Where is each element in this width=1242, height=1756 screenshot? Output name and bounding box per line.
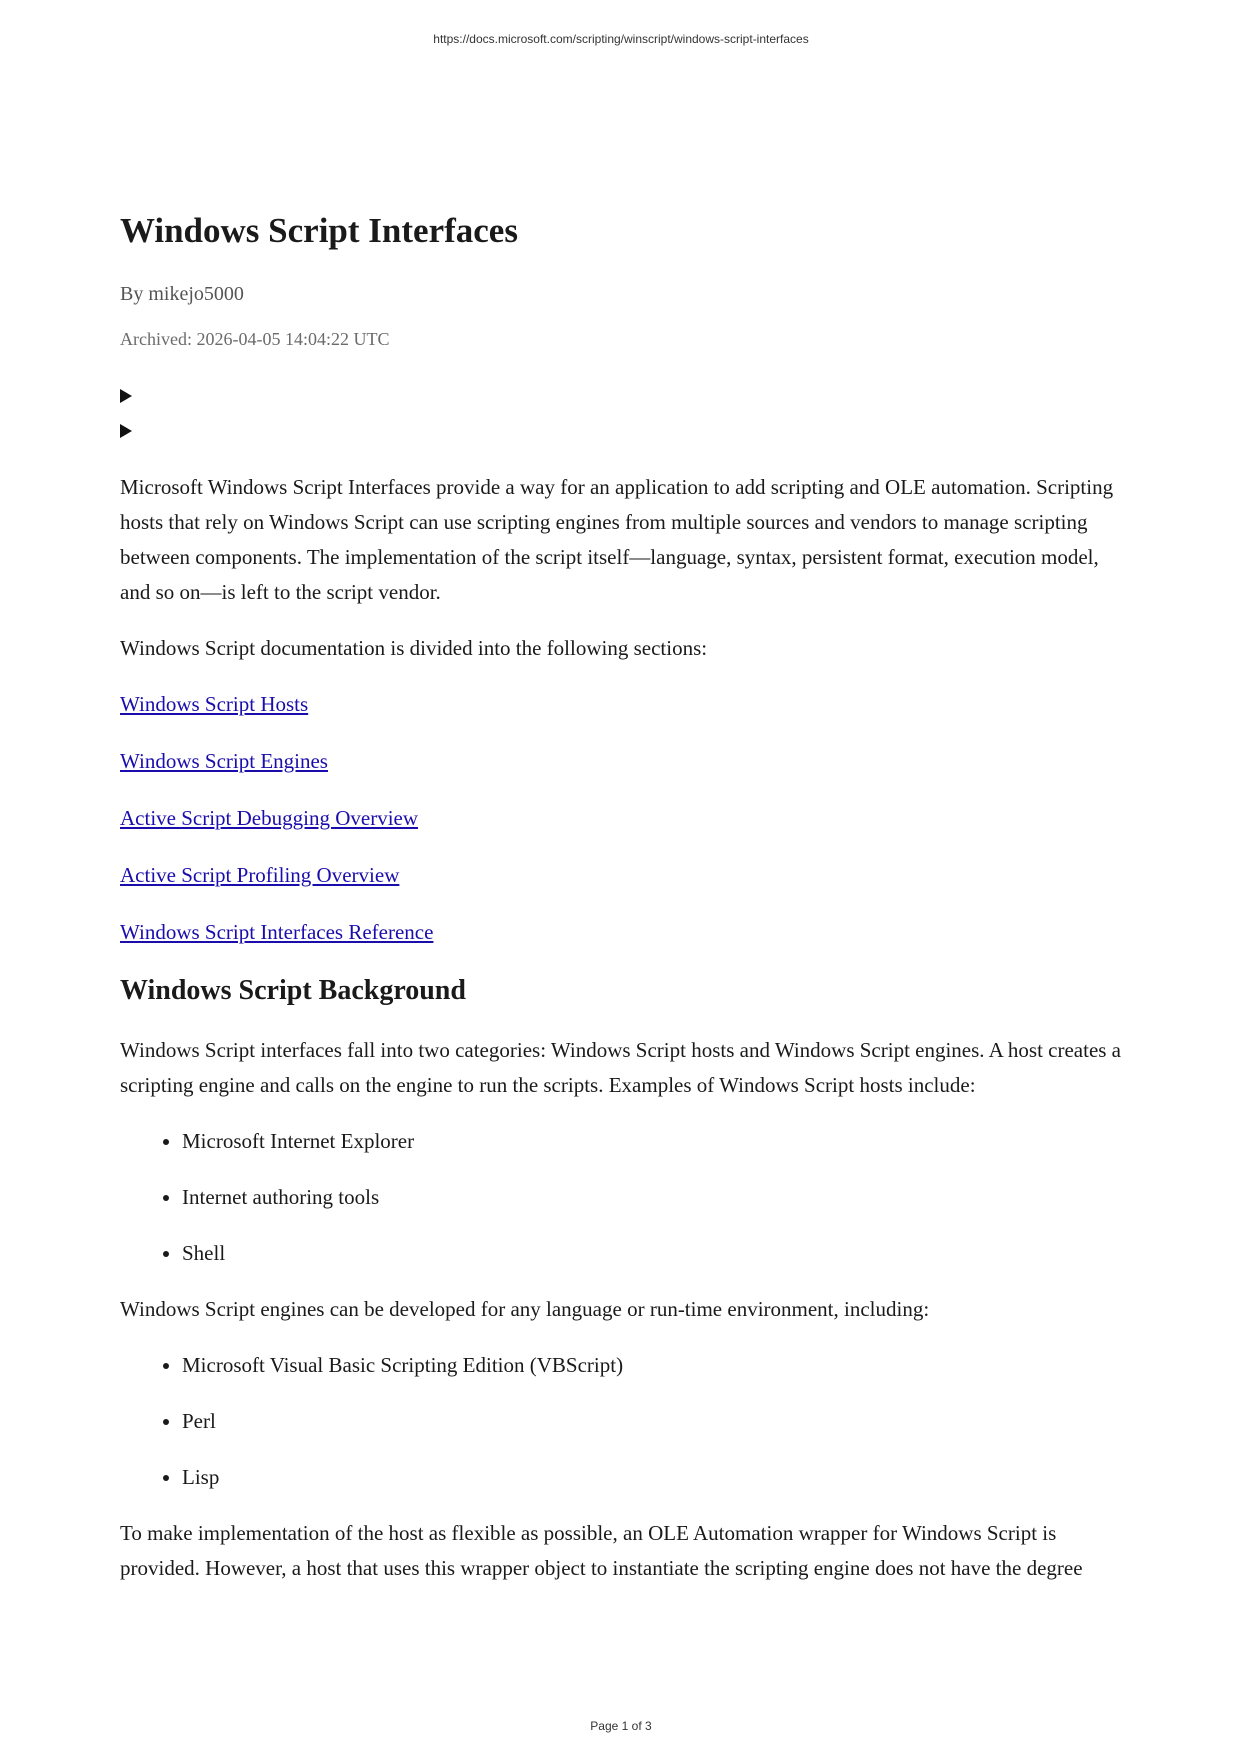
disclosure-group [120, 378, 1130, 448]
link-active-script-debugging-overview[interactable]: Active Script Debugging Overview [120, 806, 419, 831]
link-windows-script-engines[interactable]: Windows Script Engines [120, 749, 328, 774]
list-item: • Internet authoring tools [182, 1180, 1130, 1215]
disclosure-toggle-1[interactable] [120, 378, 1130, 413]
hosts-list [120, 1124, 1130, 1271]
list-item: • Microsoft Internet Explorer [182, 1124, 1130, 1159]
list-item: • Microsoft Visual Basic Scripting Edition (VBScript) [182, 1348, 1130, 1383]
disclosure-toggle-2[interactable] [120, 413, 1130, 448]
list-item: • Shell [182, 1236, 1130, 1271]
byline: By mikejo5000 [120, 283, 244, 305]
sections-intro: Windows Script documentation is divided into the following sections: [120, 636, 708, 661]
background-paragraph-3: To make implementation of the host as flexible as possible, an OLE Automation wrapper for Windows Script is provided. However, a host that uses this wrapper object to instantiate the scripting engine does not have the degree [120, 1520, 1083, 1580]
link-windows-script-hosts[interactable]: Windows Script Hosts [120, 692, 309, 717]
engines-list [120, 1348, 1130, 1495]
section-heading-background: Windows Script Background [120, 975, 466, 1007]
archived-timestamp: Archived: 2026-04-05 14:04:22 UTC [120, 329, 390, 349]
intro-paragraph: Microsoft Windows Script Interfaces provide a way for an application to add scripting and OLE automation. Scripting hosts that rely on Windows Script can use scripting engines from multiple sources and vendors to manage scripting between components. The implementation of the script itself—language, syntax, persistent format, execution model, and so on—is left to the script vendor. [120, 475, 1114, 605]
page-number: Page 1 of 3 [590, 1719, 652, 1733]
background-paragraph-1: Windows Script interfaces fall into two categories: Windows Script hosts and Windows Script engines. A host creates a scripting engine and calls on the engine to run the scripts. Examples of Windows Script hosts include: [120, 1037, 1122, 1097]
link-windows-script-interfaces-reference[interactable]: Windows Script Interfaces Reference [120, 920, 434, 945]
link-active-script-profiling-overview[interactable]: Active Script Profiling Overview [120, 863, 400, 888]
list-item: • Perl [182, 1404, 1130, 1439]
list-item: • Lisp [182, 1460, 1130, 1495]
disclosure-triangle-icon [120, 424, 132, 438]
page-title: Windows Script Interfaces [120, 211, 518, 250]
disclosure-triangle-icon [120, 389, 132, 403]
page-url: https://docs.microsoft.com/scripting/winscript/windows-script-interfaces [433, 32, 809, 46]
background-paragraph-2: Windows Script engines can be developed for any language or run-time environment, including: [120, 1296, 930, 1321]
article [120, 210, 1130, 1607]
